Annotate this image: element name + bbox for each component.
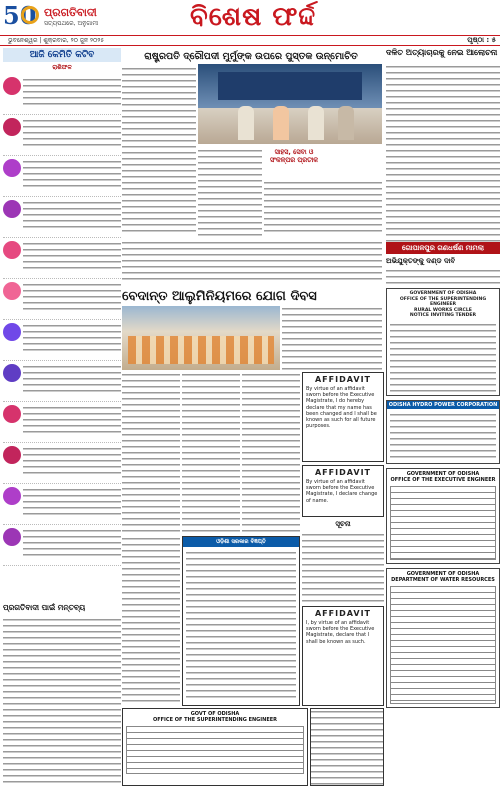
- simha-sign-icon: [3, 241, 21, 259]
- affidavit-ad-1: [302, 372, 384, 462]
- horoscope-row: [3, 115, 121, 156]
- horoscope-row: [3, 525, 121, 566]
- yoga-photo: [122, 306, 280, 370]
- notice-text: [302, 532, 384, 602]
- eng-tender-table: [126, 726, 304, 774]
- brushchika-sign-icon: [3, 364, 21, 382]
- dateline: ଭୁବନେଶ୍ୱର | ଶୁକ୍ରବାର, ୨୦ ଜୁନ ୨୦୨୫: [0, 35, 500, 46]
- photo-person: [273, 106, 289, 140]
- yoga-text: [282, 306, 382, 370]
- horoscope-row: [3, 484, 121, 525]
- special-page-title: ବିଶେଷ ଫର୍ଦ୍ଦ: [190, 2, 317, 32]
- horoscope-row: [3, 402, 121, 443]
- horoscope-text: [23, 118, 121, 150]
- right-story-red-banner: ଗୋପାଳପୁର ଗଣଧର୍ଷଣ ମାମଲା: [386, 242, 500, 254]
- photo-stage-banner: [218, 72, 362, 100]
- affidavit-ad-2: [302, 465, 384, 517]
- mesha-sign-icon: [3, 77, 21, 95]
- sun-icon: [21, 6, 39, 24]
- horoscope-row: [3, 279, 121, 320]
- horoscope-text: [23, 200, 121, 232]
- horoscope-text: [23, 487, 121, 519]
- gov-ad-3-header: GOVERNMENT OF ODISHA OFFICE OF THE EXECUTIVE ENGINEER: [390, 471, 496, 483]
- logo-number: 50: [3, 1, 37, 30]
- affidavit-title: AFFIDAVIT: [314, 468, 371, 477]
- lead-article-col2: [198, 148, 262, 236]
- kanya-sign-icon: [3, 282, 21, 300]
- lead-article-col1: [122, 66, 196, 236]
- right-story-text: [386, 64, 500, 242]
- eng-tender-header: GOVT OF ODISHA OFFICE OF THE SUPERINTENDING ENGINEER: [152, 711, 278, 723]
- lead-article-bottom: [122, 240, 382, 282]
- horoscope-row: [3, 443, 121, 484]
- mithuna-sign-icon: [3, 159, 21, 177]
- gov-ad-2-header: ODISHA HYDRO POWER CORPORATION LTD: [388, 402, 498, 416]
- affidavit-ad-3: [302, 606, 384, 706]
- gov-tender-ad-3: [386, 468, 500, 564]
- lead-pull-quote: ସାହସ, ସେବା ଓ ସଂକଳ୍ପର ପ୍ରତୀକ: [269, 148, 319, 164]
- horoscope-text: [23, 364, 121, 396]
- affidavit-text: By virtue of an affidavit sworn before the Executive Magistrate, I do hereby declare that my name has been changed and I shall be known as such for all future purposes.: [306, 386, 377, 430]
- horoscope-row: [3, 361, 121, 402]
- gov-tender-ad-2: [386, 400, 500, 464]
- horoscope-text: [23, 528, 121, 560]
- yoga-headline: ବେଦାନ୍ତ ଆଲୁମିନିୟମରେ ଯୋଗ ଦିବସ: [122, 289, 317, 304]
- right-story-subhead: ଅଭିଯୁକ୍ତଙ୍କୁ ଦଣ୍ଡ ଦାବି: [386, 257, 456, 265]
- paper-name: ପ୍ରଗତିବାଦୀ: [44, 6, 97, 19]
- horoscope-row: [3, 238, 121, 279]
- horoscope-title: ଆଜି କେମିତି କଟିବ: [3, 48, 121, 62]
- small-article: [122, 536, 180, 706]
- eng-tender-ad: [122, 708, 308, 786]
- mina-sign-icon: [3, 528, 21, 546]
- odia-tender-header: ଓଡ଼ିଶା ସରକାର ବିଜ୍ଞପ୍ତି: [183, 537, 299, 547]
- horoscope-row: [3, 74, 121, 115]
- gov-ad-1-header: GOVERNMENT OF ODISHA OFFICE OF THE SUPERINTENDING ENGINEER RURAL WORKS CIRCLE NOTICE INVITING TENDER: [399, 291, 487, 318]
- horoscope-text: [23, 159, 121, 191]
- horoscope-row: [3, 156, 121, 197]
- affidavit-title: AFFIDAVIT: [314, 375, 371, 384]
- affidavit-ad-4: [310, 708, 384, 786]
- horoscope-list: [3, 74, 121, 566]
- kumbha-sign-icon: [3, 487, 21, 505]
- lead-headline: ରାଷ୍ଟ୍ରପତି ଦ୍ରୌପଦୀ ମୁର୍ମୁଙ୍କ ଉପରେ ପୁସ୍ତକ ଉନ୍ମୋଚିତ: [144, 51, 358, 62]
- horoscope-text: [23, 446, 121, 478]
- odia-tender-ad: [182, 536, 300, 706]
- dhanu-sign-icon: [3, 405, 21, 423]
- gov-tender-ad-1: [386, 288, 500, 396]
- karkata-sign-icon: [3, 200, 21, 218]
- mid-article-col-a: [122, 372, 180, 532]
- lead-article-col3: [264, 180, 382, 236]
- paper-tagline: ସତ୍ୟପଥରେ, ଅନୁଗାମୀ: [44, 20, 99, 27]
- photo-person: [308, 106, 324, 140]
- horoscope-text: [23, 323, 121, 355]
- lead-photo: [198, 64, 382, 144]
- right-story-text2: [386, 268, 500, 286]
- horoscope-text: [23, 405, 121, 437]
- affidavit-text: By virtue of an affidavit sworn before the Executive Magistrate, I declare change of name.: [306, 479, 378, 504]
- horoscope-subtitle: ରାଶିଫଳ: [52, 64, 72, 71]
- anniversary-logo: [3, 2, 43, 30]
- yoga-mats: [128, 336, 274, 364]
- affidavit-title: AFFIDAVIT: [314, 609, 371, 618]
- horoscope-box: [3, 48, 121, 600]
- brusha-sign-icon: [3, 118, 21, 136]
- horoscope-text: [23, 77, 121, 109]
- right-story-headline: ଦଳିତ ଅତ୍ୟାଚାରକୁ ନେଇ ଆଲୋଚନା: [386, 48, 498, 57]
- notice-headline: ସୂଚନା: [335, 520, 351, 528]
- lower-left-headline: ପ୍ରଗତିବାଦୀ ପାଇଁ ମନ୍ତବ୍ୟ: [3, 603, 86, 612]
- horoscope-row: [3, 197, 121, 238]
- gov-ad-1-body: [390, 322, 496, 394]
- gov-ad-3-table: [390, 486, 496, 560]
- mid-article-col-c: [242, 372, 300, 532]
- lower-left-text: [3, 617, 121, 785]
- horoscope-text: [23, 241, 121, 273]
- tula-sign-icon: [3, 323, 21, 341]
- horoscope-row: [3, 320, 121, 361]
- makara-sign-icon: [3, 446, 21, 464]
- horoscope-text: [23, 282, 121, 314]
- odia-tender-body: [186, 550, 296, 700]
- page-number: ପୃଷ୍ଠା : ୫: [467, 36, 496, 44]
- mid-article-col-b: [182, 372, 240, 532]
- gov-ad-4-header: GOVERNMENT OF ODISHA DEPARTMENT OF WATER RESOURCES: [391, 571, 495, 583]
- photo-person: [338, 106, 354, 140]
- gov-ad-2-body: [390, 412, 496, 460]
- affidavit-text: I, by virtue of an affidavit sworn before the Executive Magistrate, declare that I shall be known as such.: [306, 620, 375, 645]
- gov-ad-4-table: [390, 586, 496, 704]
- photo-person: [238, 106, 254, 140]
- gov-tender-ad-4: [386, 568, 500, 708]
